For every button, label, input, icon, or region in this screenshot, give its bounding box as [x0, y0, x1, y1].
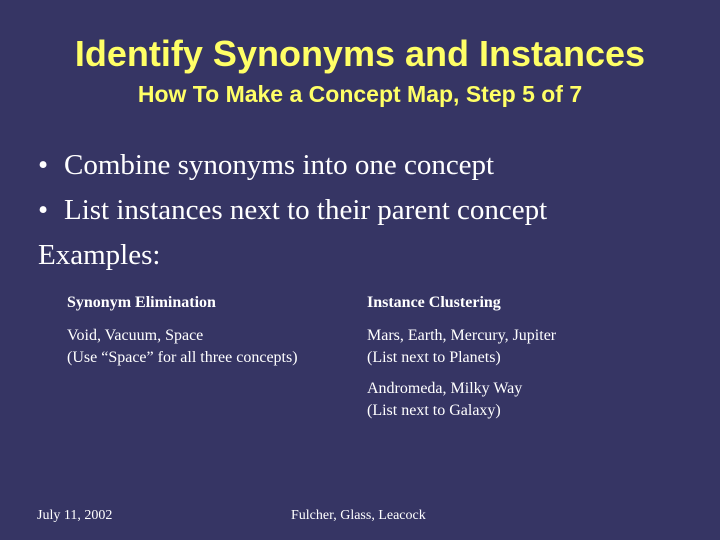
synonym-example-line: Void, Vacuum, Space [67, 327, 204, 344]
footer-date: July 11, 2002 [37, 508, 113, 523]
bullet-text: Combine synonyms into one concept [64, 149, 495, 181]
bullet-text: List instances next to their parent concept [64, 194, 548, 226]
slide-subtitle: How To Make a Concept Map, Step 5 of 7 [137, 81, 583, 107]
instance-example-line: Andromeda, Milky Way [367, 380, 523, 397]
bullet-item [38, 188, 547, 233]
examples-label: Examples: [38, 239, 161, 271]
instance-clustering-heading: Instance Clustering [367, 294, 501, 311]
instance-example-note: (List next to Planets) [367, 349, 501, 366]
bullet-marker: • [38, 149, 49, 181]
slide-title: Identify Synonyms and Instances [74, 33, 646, 74]
footer-authors: Fulcher, Glass, Leacock [291, 508, 426, 523]
instance-example-line: Mars, Earth, Mercury, Jupiter [367, 327, 557, 344]
bullet-list [38, 143, 547, 233]
instance-example-note: (List next to Galaxy) [367, 402, 501, 419]
bullet-item [38, 143, 547, 188]
bullet-marker: • [38, 194, 49, 226]
synonym-example-note: (Use “Space” for all three concepts) [67, 349, 298, 366]
synonym-elimination-heading: Synonym Elimination [67, 294, 216, 311]
